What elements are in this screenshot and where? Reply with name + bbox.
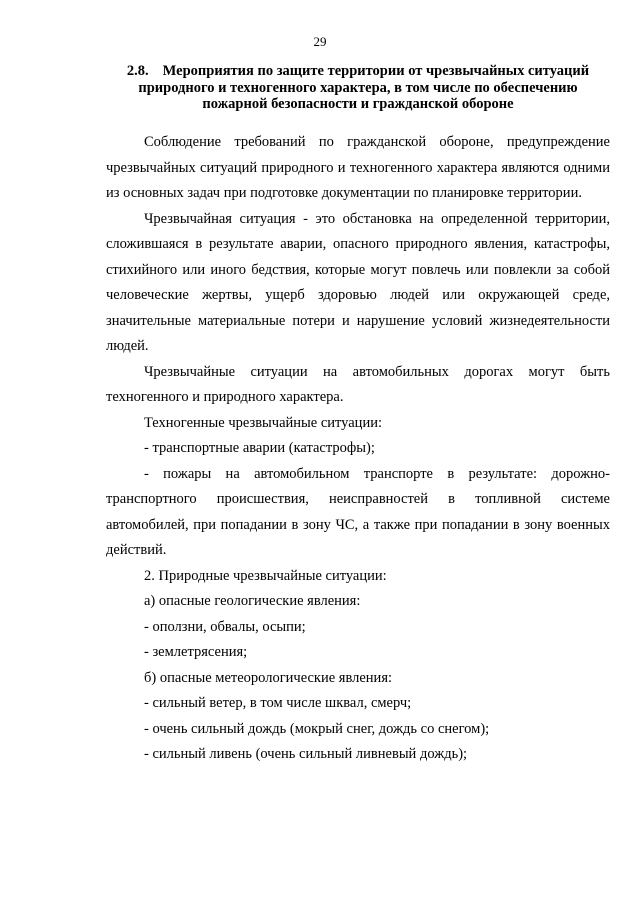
body-text [106, 130, 610, 768]
list-item-downpour: - сильный ливень (очень сильный ливневый дождь); [144, 746, 468, 762]
paragraph-civil-defense: Соблюдение требований по гражданской обороне, предупреждение чрезвычайных ситуаций природного и техногенного характера являются одними из основных задач при подготовке документации по планировке территории. [106, 134, 610, 201]
list-heading-technogenic: Техногенные чрезвычайные ситуации: [144, 414, 382, 431]
page-number: 29 [313, 34, 327, 49]
section-heading [108, 63, 608, 113]
list-heading-natural: 2. Природные чрезвычайные ситуации: [144, 567, 387, 584]
list-item-heavy-rain: - очень сильный дождь (мокрый снег, дождь со снегом); [144, 720, 490, 737]
list-item-strong-wind: - сильный ветер, в том числе шквал, смерч; [144, 695, 412, 711]
list-subheading-meteorological: б) опасные метеорологические явления: [144, 669, 393, 686]
list-item-earthquakes: - землетрясения; [144, 644, 248, 660]
paragraph-emergency-definition: Чрезвычайная ситуация - это обстановка на определенной территории, сложившаяся в результате аварии, опасного природного явления, катастрофы, стихийного или иного бедствия, которые могут повлечь или повлекли за собой человеческие жертвы, ущерб здоровью людей или окружающей среде, значительные материальные потери и нарушение условий жизнедеятельности людей. [106, 210, 610, 354]
list-item-landslides: - оползни, обвалы, осыпи; [144, 618, 306, 635]
list-subheading-geological: а) опасные геологические явления: [144, 593, 361, 609]
list-item-transport-accidents: - транспортные аварии (катастрофы); [144, 440, 375, 456]
list-item-vehicle-fires: - пожары на автомобильном транспорте в результате: дорожно-транспортного происшествия, неисправностей в топливной системе автомобилей, при попадании в зону ЧС, а также при попадании в зону военных действий. [106, 465, 610, 558]
section-number: 2.8. [126, 63, 149, 79]
paragraph-road-emergencies: Чрезвычайные ситуации на автомобильных дорогах могут быть техногенного и природного характера. [106, 363, 610, 405]
section-title: Мероприятия по защите территории от чрезвычайных ситуаций природного и техногенного характера, в том числе по обеспечению пожарной безопасности и гражданской обороне [138, 63, 590, 112]
